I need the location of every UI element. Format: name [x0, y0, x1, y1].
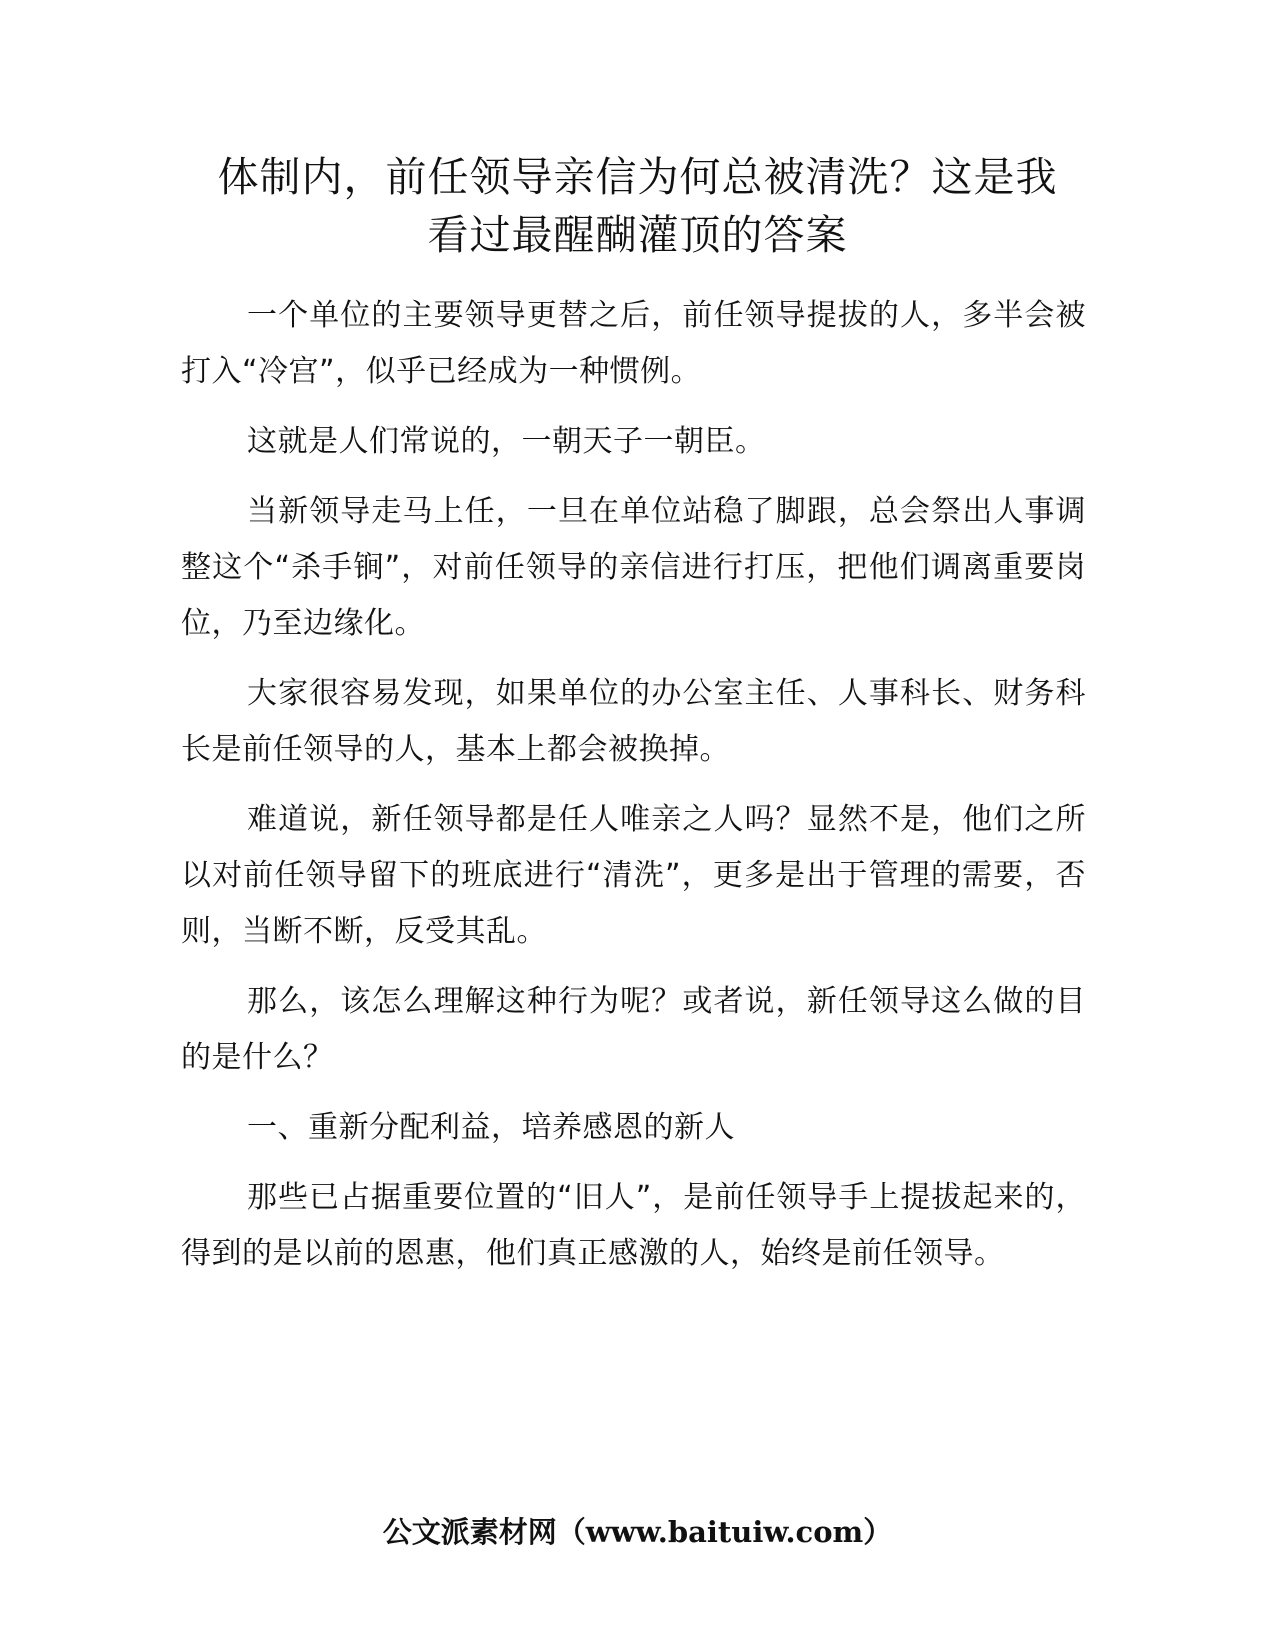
- title-line-1: 体制内，前任领导亲信为何总被清洗？这是我: [217, 153, 1058, 201]
- paragraph-1: 一个单位的主要领导更替之后，前任领导提拔的人，多半会被打入“冷宫”，似乎已经成为一种惯例。: [181, 298, 1086, 389]
- article-body: [181, 288, 1086, 1296]
- page-footer: 公文派素材网（www.baituiw.com）: [382, 1515, 893, 1549]
- section-heading-1: 一、重新分配利益，培养感恩的新人: [247, 1110, 735, 1145]
- paragraph-3: 当新领导走马上任，一旦在单位站稳了脚跟，总会祭出人事调整这个“杀手锏”，对前任领导的亲信进行打压，把他们调离重要岗位，乃至边缘化。: [181, 494, 1086, 641]
- paragraph-7: 那些已占据重要位置的“旧人”，是前任领导手上提拔起来的，得到的是以前的恩惠，他们真正感激的人，始终是前任领导。: [181, 1180, 1086, 1271]
- paragraph-6: 那么，该怎么理解这种行为呢？或者说，新任领导这么做的目的是什么？: [181, 984, 1086, 1075]
- document-title: [150, 148, 1125, 264]
- paragraph-5: 难道说，新任领导都是任人唯亲之人吗？显然不是，他们之所以对前任领导留下的班底进行“清洗”，更多是出于管理的需要，否则，当断不断，反受其乱。: [181, 802, 1086, 949]
- title-line-2: 看过最醒醐灌顶的答案: [427, 211, 848, 259]
- paragraph-4: 大家很容易发现，如果单位的办公室主任、人事科长、财务科长是前任领导的人，基本上都会被换掉。: [181, 676, 1086, 767]
- paragraph-2: 这就是人们常说的，一朝天子一朝臣。: [247, 424, 766, 459]
